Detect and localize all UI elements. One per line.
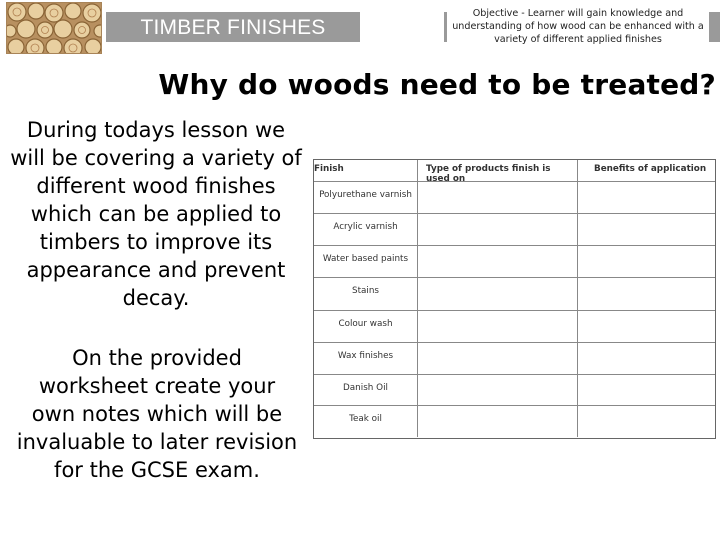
finish-name: Acrylic varnish [333,222,398,232]
header [0,0,720,58]
finish-name: Polyurethane varnish [319,190,412,200]
table-row [314,278,715,311]
objective-text: Objective - Learner will gain knowledge and understanding of how wood can be enhanced with a variety of different applied finishes [447,6,709,50]
main-question: Why do woods need to be treated? [158,68,716,101]
table-row [314,311,715,343]
task-paragraph: On the provided worksheet create your own notes which will be invaluable to later revision for the GCSE exam. [16,346,298,482]
header-finish: Finish [314,160,418,181]
finish-name: Colour wash [338,319,393,329]
finish-name: Teak oil [349,414,382,424]
table-row [314,406,715,437]
intro-paragraph: During todays lesson we will be covering a variety of different wood finishes which can be applied to timbers to improve its appearance and prevent decay. [10,118,302,310]
table-row [314,214,715,246]
header-benefits: Benefits of application [594,164,707,174]
worksheet-table [313,159,716,439]
finish-name: Stains [351,286,380,296]
finish-name: Wax finishes [337,351,394,361]
finish-name: Water based paints [322,254,409,264]
table-header-row [314,160,715,182]
page-title: TIMBER FINISHES [140,16,326,39]
table-row [314,246,715,278]
wood-logs-image [6,2,102,54]
table-row [314,375,715,406]
table-row [314,343,715,375]
table-row [314,182,715,214]
finish-name: Danish Oil [343,383,388,393]
title-bar [106,12,360,42]
header-products: Type of products finish is used on [418,160,578,181]
